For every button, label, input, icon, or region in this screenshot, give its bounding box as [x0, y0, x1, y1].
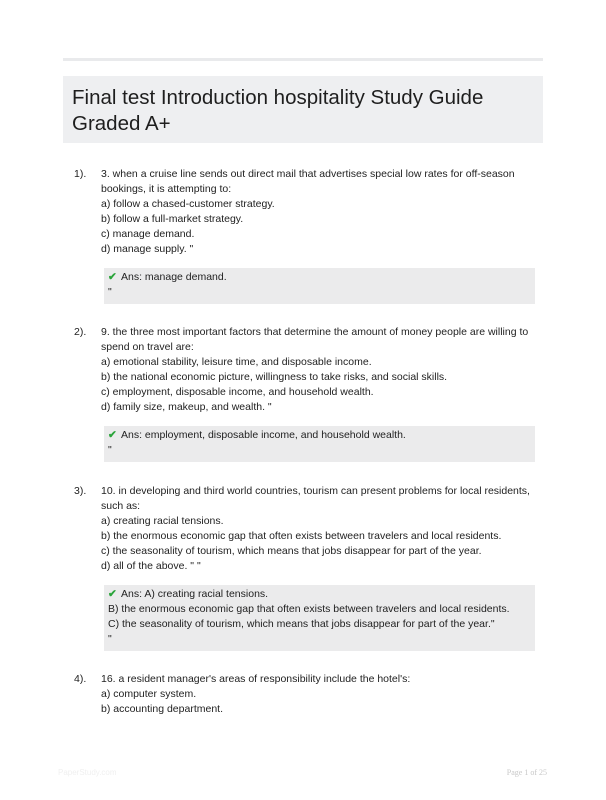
- title-line-1: Final test Introduction hospitality Study Guide: [72, 86, 484, 109]
- question-text: 3. when a cruise line sends out direct mail that advertises special low rates for off-season bookings, it is attempting to:: [101, 168, 515, 195]
- page-number: Page 1 of 25: [506, 768, 547, 777]
- check-icon: ✔: [108, 429, 117, 441]
- question-number: 3).: [74, 485, 87, 497]
- option-d: d) all of the above. " ": [101, 560, 201, 572]
- option-b: b) accounting department.: [101, 703, 223, 715]
- question-1: [74, 167, 544, 304]
- title-box: [63, 76, 543, 143]
- answer-box: [104, 585, 535, 651]
- option-b: b) follow a full-market strategy.: [101, 213, 244, 225]
- answer-line: [108, 587, 531, 602]
- check-icon: ✔: [108, 588, 117, 600]
- answer-line: [108, 270, 531, 285]
- check-icon: ✔: [108, 271, 117, 283]
- option-c: c) manage demand.: [101, 228, 195, 240]
- watermark-text: PaperStudy.com: [58, 768, 117, 777]
- answer-line: B) the enormous economic gap that often exists between travelers and local residents.: [108, 603, 510, 615]
- question-body: [101, 672, 544, 717]
- question-text: 10. in developing and third world countries, tourism can present problems for local residents, such as:: [101, 485, 530, 512]
- option-c: c) employment, disposable income, and household wealth.: [101, 386, 374, 398]
- question-body: [101, 325, 544, 415]
- page-title: [72, 85, 534, 137]
- option-a: a) creating racial tensions.: [101, 515, 224, 527]
- question-text: 16. a resident manager's areas of responsibility include the hotel's:: [101, 673, 411, 685]
- answer-text: Ans: manage demand.: [121, 271, 227, 283]
- question-3: [74, 484, 544, 651]
- question-body: [101, 484, 544, 574]
- question-4: [74, 672, 544, 717]
- question-body: [101, 167, 544, 257]
- question-number: 1).: [74, 168, 87, 180]
- top-divider: [63, 58, 543, 61]
- answer-line: ": [108, 286, 112, 298]
- answer-line: ": [108, 444, 112, 456]
- option-c: c) the seasonality of tourism, which means that jobs disappear for part of the year.: [101, 545, 482, 557]
- option-d: d) family size, makeup, and wealth. ": [101, 401, 272, 413]
- option-d: d) manage supply. ": [101, 243, 194, 255]
- option-b: b) the national economic picture, willingness to take risks, and social skills.: [101, 371, 448, 383]
- title-line-2: Graded A+: [72, 112, 171, 135]
- question-2: [74, 325, 544, 462]
- option-a: a) computer system.: [101, 688, 197, 700]
- answer-line: [108, 428, 531, 443]
- question-number: 4).: [74, 673, 87, 685]
- answer-line: ": [108, 633, 112, 645]
- answer-box: [104, 426, 535, 462]
- question-number: 2).: [74, 326, 87, 338]
- answer-text: Ans: A) creating racial tensions.: [121, 588, 269, 600]
- option-a: a) emotional stability, leisure time, and disposable income.: [101, 356, 372, 368]
- answer-box: [104, 268, 535, 304]
- answer-text: Ans: employment, disposable income, and household wealth.: [121, 429, 406, 441]
- option-a: a) follow a chased-customer strategy.: [101, 198, 275, 210]
- option-b: b) the enormous economic gap that often exists between travelers and local residents.: [101, 530, 502, 542]
- question-text: 9. the three most important factors that determine the amount of money people are willing to spend on travel are:: [101, 326, 529, 353]
- answer-line: C) the seasonality of tourism, which means that jobs disappear for part of the year.": [108, 618, 495, 630]
